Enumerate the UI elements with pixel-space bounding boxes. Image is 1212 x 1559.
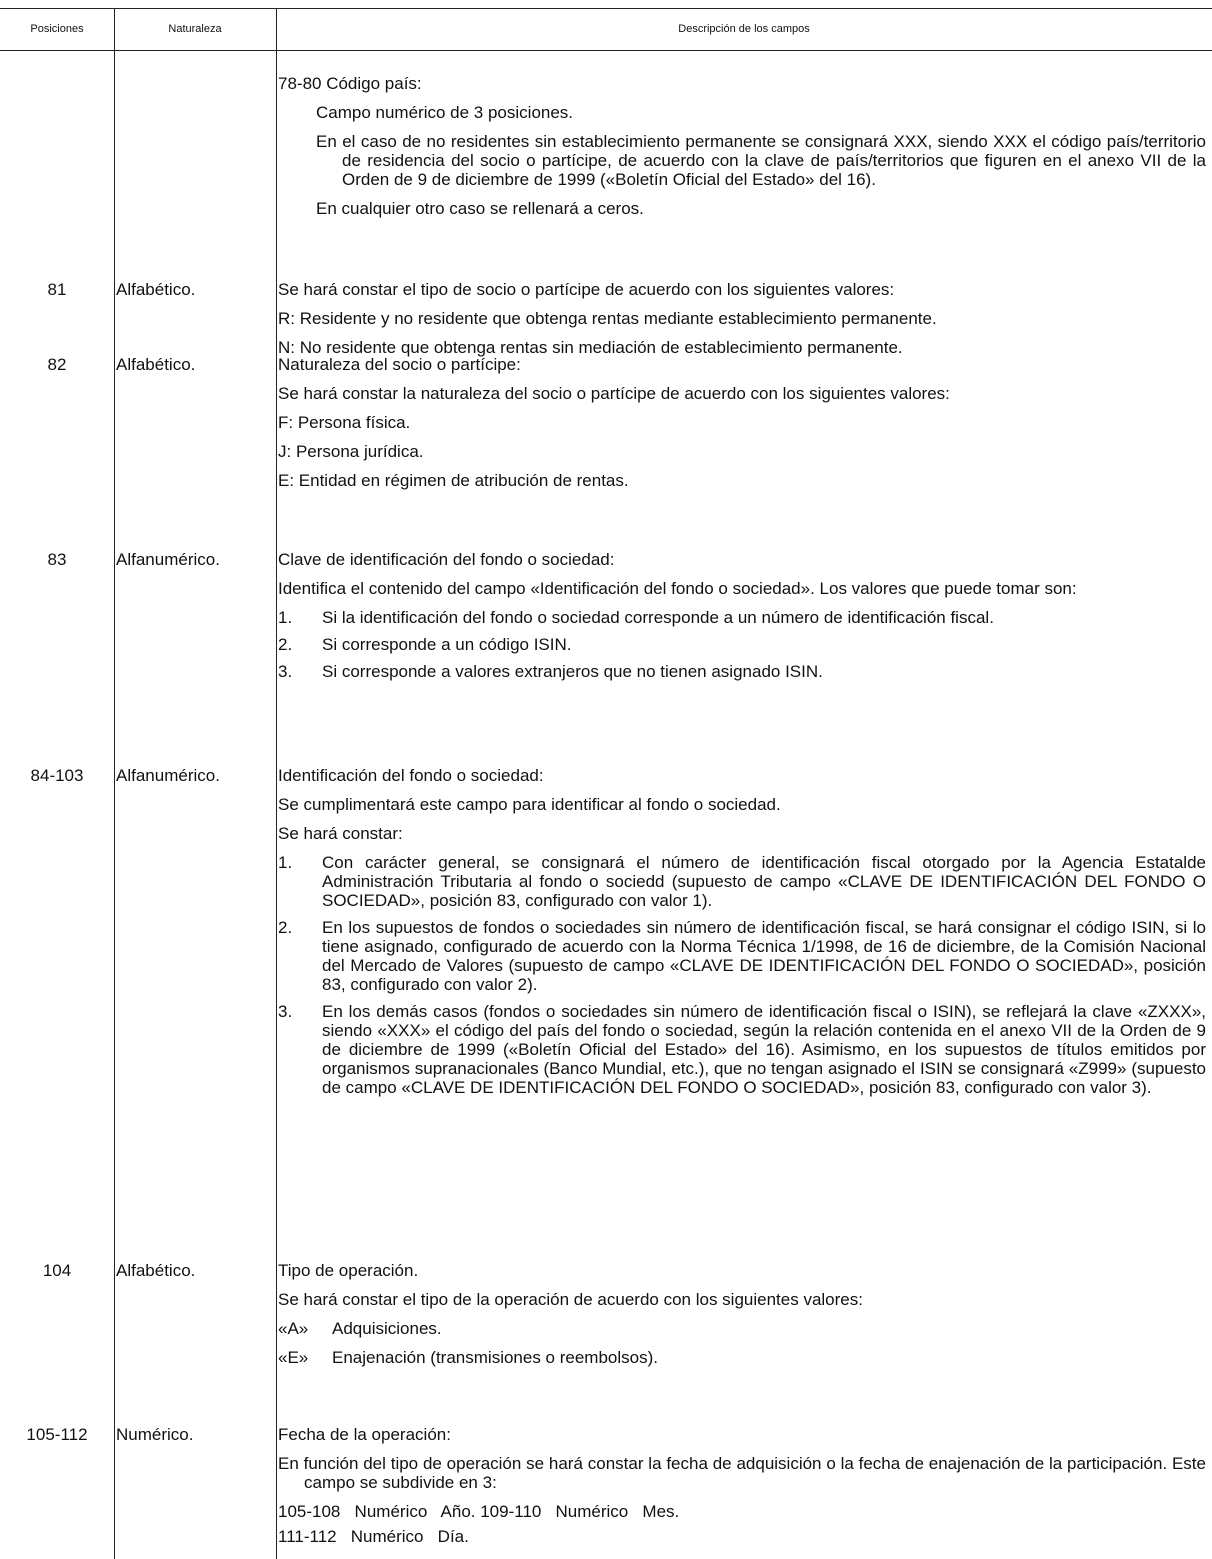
position-cell: 104 [42, 1261, 72, 1280]
desc-line: Se hará constar el tipo de la operación de acuerdo con los siguientes valores: [278, 1290, 863, 1309]
header-descripcion: Descripción de los campos [678, 23, 810, 35]
description-cell [278, 355, 1206, 500]
desc-line: F: Persona física. [278, 413, 411, 432]
desc-line: R: Residente y no residente que obtenga rentas mediante establecimiento permanente. [278, 309, 937, 328]
nature-cell: Alfabético. [116, 355, 196, 374]
desc-line: Naturaleza del socio o partícipe: [278, 355, 521, 374]
description-cell [278, 1261, 1206, 1377]
desc-line: En cualquier otro caso se rellenará a ceros. [316, 199, 644, 218]
desc-line: En el caso de no residentes sin establecimiento permanente se consignará XXX, siendo XXX el código país/territorio de residencia del socio o partícipe, de acuerdo con la clave de país/territorios que figuren en el anexo VII de la Orden de 9 de diciembre de 1999 («Boletín Oficial del Estado» del 16). [316, 132, 1206, 189]
list-item: 1. Si la identificación del fondo o sociedad corresponde a un número de identificación fiscal. [278, 608, 994, 627]
desc-line: Se cumplimentará este campo para identificar al fondo o sociedad. [278, 795, 781, 814]
desc-line: Identifica el contenido del campo «Identificación del fondo o sociedad». Los valores que puede tomar son: [278, 579, 1077, 598]
desc-line: N: No residente que obtenga rentas sin mediación de establecimiento permanente. [278, 338, 903, 357]
description-cell [278, 280, 1206, 361]
field-title: 78-80 Código país: [278, 74, 422, 93]
desc-line: J: Persona jurídica. [278, 442, 424, 461]
description-cell [278, 74, 1206, 228]
field-title: Tipo de operación. [278, 1261, 419, 1280]
field-title: Identificación del fondo o sociedad: [278, 766, 544, 785]
list-item: 1. Con carácter general, se consignará el número de identificación fiscal otorgado por la Agencia Estatalde Administración Tributaria al fondo o sociedd (supuesto de campo «CLAVE DE IDENTIFICACIÓN DEL FONDO O SOCIEDAD», posición 83, configurado con valor 1). [278, 853, 1206, 910]
column-divider [276, 8, 277, 1559]
position-cell: 84-103 [30, 766, 84, 785]
list-item: 2. Si corresponde a un código ISIN. [278, 635, 572, 654]
subfield-line: 111-112 Numérico Día. [278, 1527, 469, 1546]
header-naturaleza: Naturaleza [168, 23, 222, 35]
nature-cell: Alfanumérico. [116, 766, 220, 785]
description-cell [278, 766, 1206, 1105]
nature-cell: Numérico. [116, 1425, 194, 1444]
nature-cell: Alfabético. [116, 280, 196, 299]
column-divider [114, 8, 115, 1559]
nature-cell: Alfabético. [116, 1261, 196, 1280]
desc-line: E: Entidad en régimen de atribución de rentas. [278, 471, 629, 490]
list-item: «E» Enajenación (transmisiones o reembolsos). [278, 1348, 658, 1367]
nature-cell: Alfanumérico. [116, 550, 220, 569]
list-item: 3. Si corresponde a valores extranjeros que no tienen asignado ISIN. [278, 662, 823, 681]
position-cell: 83 [47, 550, 67, 569]
position-cell: 81 [47, 280, 67, 299]
desc-line: En función del tipo de operación se hará constar la fecha de adquisición o la fecha de enajenación de la participación. Este campo se subdivide en 3: [278, 1454, 1206, 1492]
desc-line: Campo numérico de 3 posiciones. [316, 103, 574, 122]
field-title: Fecha de la operación: [278, 1425, 451, 1444]
position-cell: 105-112 [26, 1425, 88, 1444]
list-item: 2. En los supuestos de fondos o sociedades sin número de identificación fiscal, se hará consignar el código ISIN, si lo tiene asignado, configurado de acuerdo con la Norma Técnica 1/1998, de 16 de diciembre, de la Comisión Nacional del Mercado de Valores (supuesto de campo «CLAVE DE IDENTIFICACIÓN DEL FONDO O SOCIEDAD», posición 83, configurado con valor 2). [278, 918, 1206, 994]
subfield-line: 105-108 Numérico Año. 109-110 Numérico Mes. [278, 1502, 680, 1521]
description-cell [278, 550, 1206, 689]
list-item: «A» Adquisiciones. [278, 1319, 442, 1338]
desc-line: Se hará constar la naturaleza del socio o partícipe de acuerdo con los siguientes valores: [278, 384, 950, 403]
desc-line: Se hará constar: [278, 824, 403, 843]
field-title: Clave de identificación del fondo o sociedad: [278, 550, 615, 569]
table-header-rule [0, 50, 1212, 51]
position-cell: 82 [47, 355, 67, 374]
description-cell [278, 1425, 1206, 1552]
list-item: 3. En los demás casos (fondos o sociedades sin número de identificación fiscal o ISIN), se reflejará la clave «ZXXX», siendo «XXX» el código del país del fondo o sociedad, según la relación contenida en el anexo VII de la Orden de 9 de diciembre de 1999 («Boletín Oficial del Estado» del 16). Asimismo, en los supuestos de títulos emitidos por organismos supranacionales (Banco Mundial, etc.), que no tengan asignado el ISIN se consignará «Z999» (supuesto de campo «CLAVE DE IDENTIFICACIÓN DEL FONDO O SOCIEDAD», posición 83, configurado con valor 3). [278, 1002, 1206, 1097]
header-posiciones: Posiciones [30, 23, 84, 35]
desc-line: Se hará constar el tipo de socio o partícipe de acuerdo con los siguientes valores: [278, 280, 895, 299]
